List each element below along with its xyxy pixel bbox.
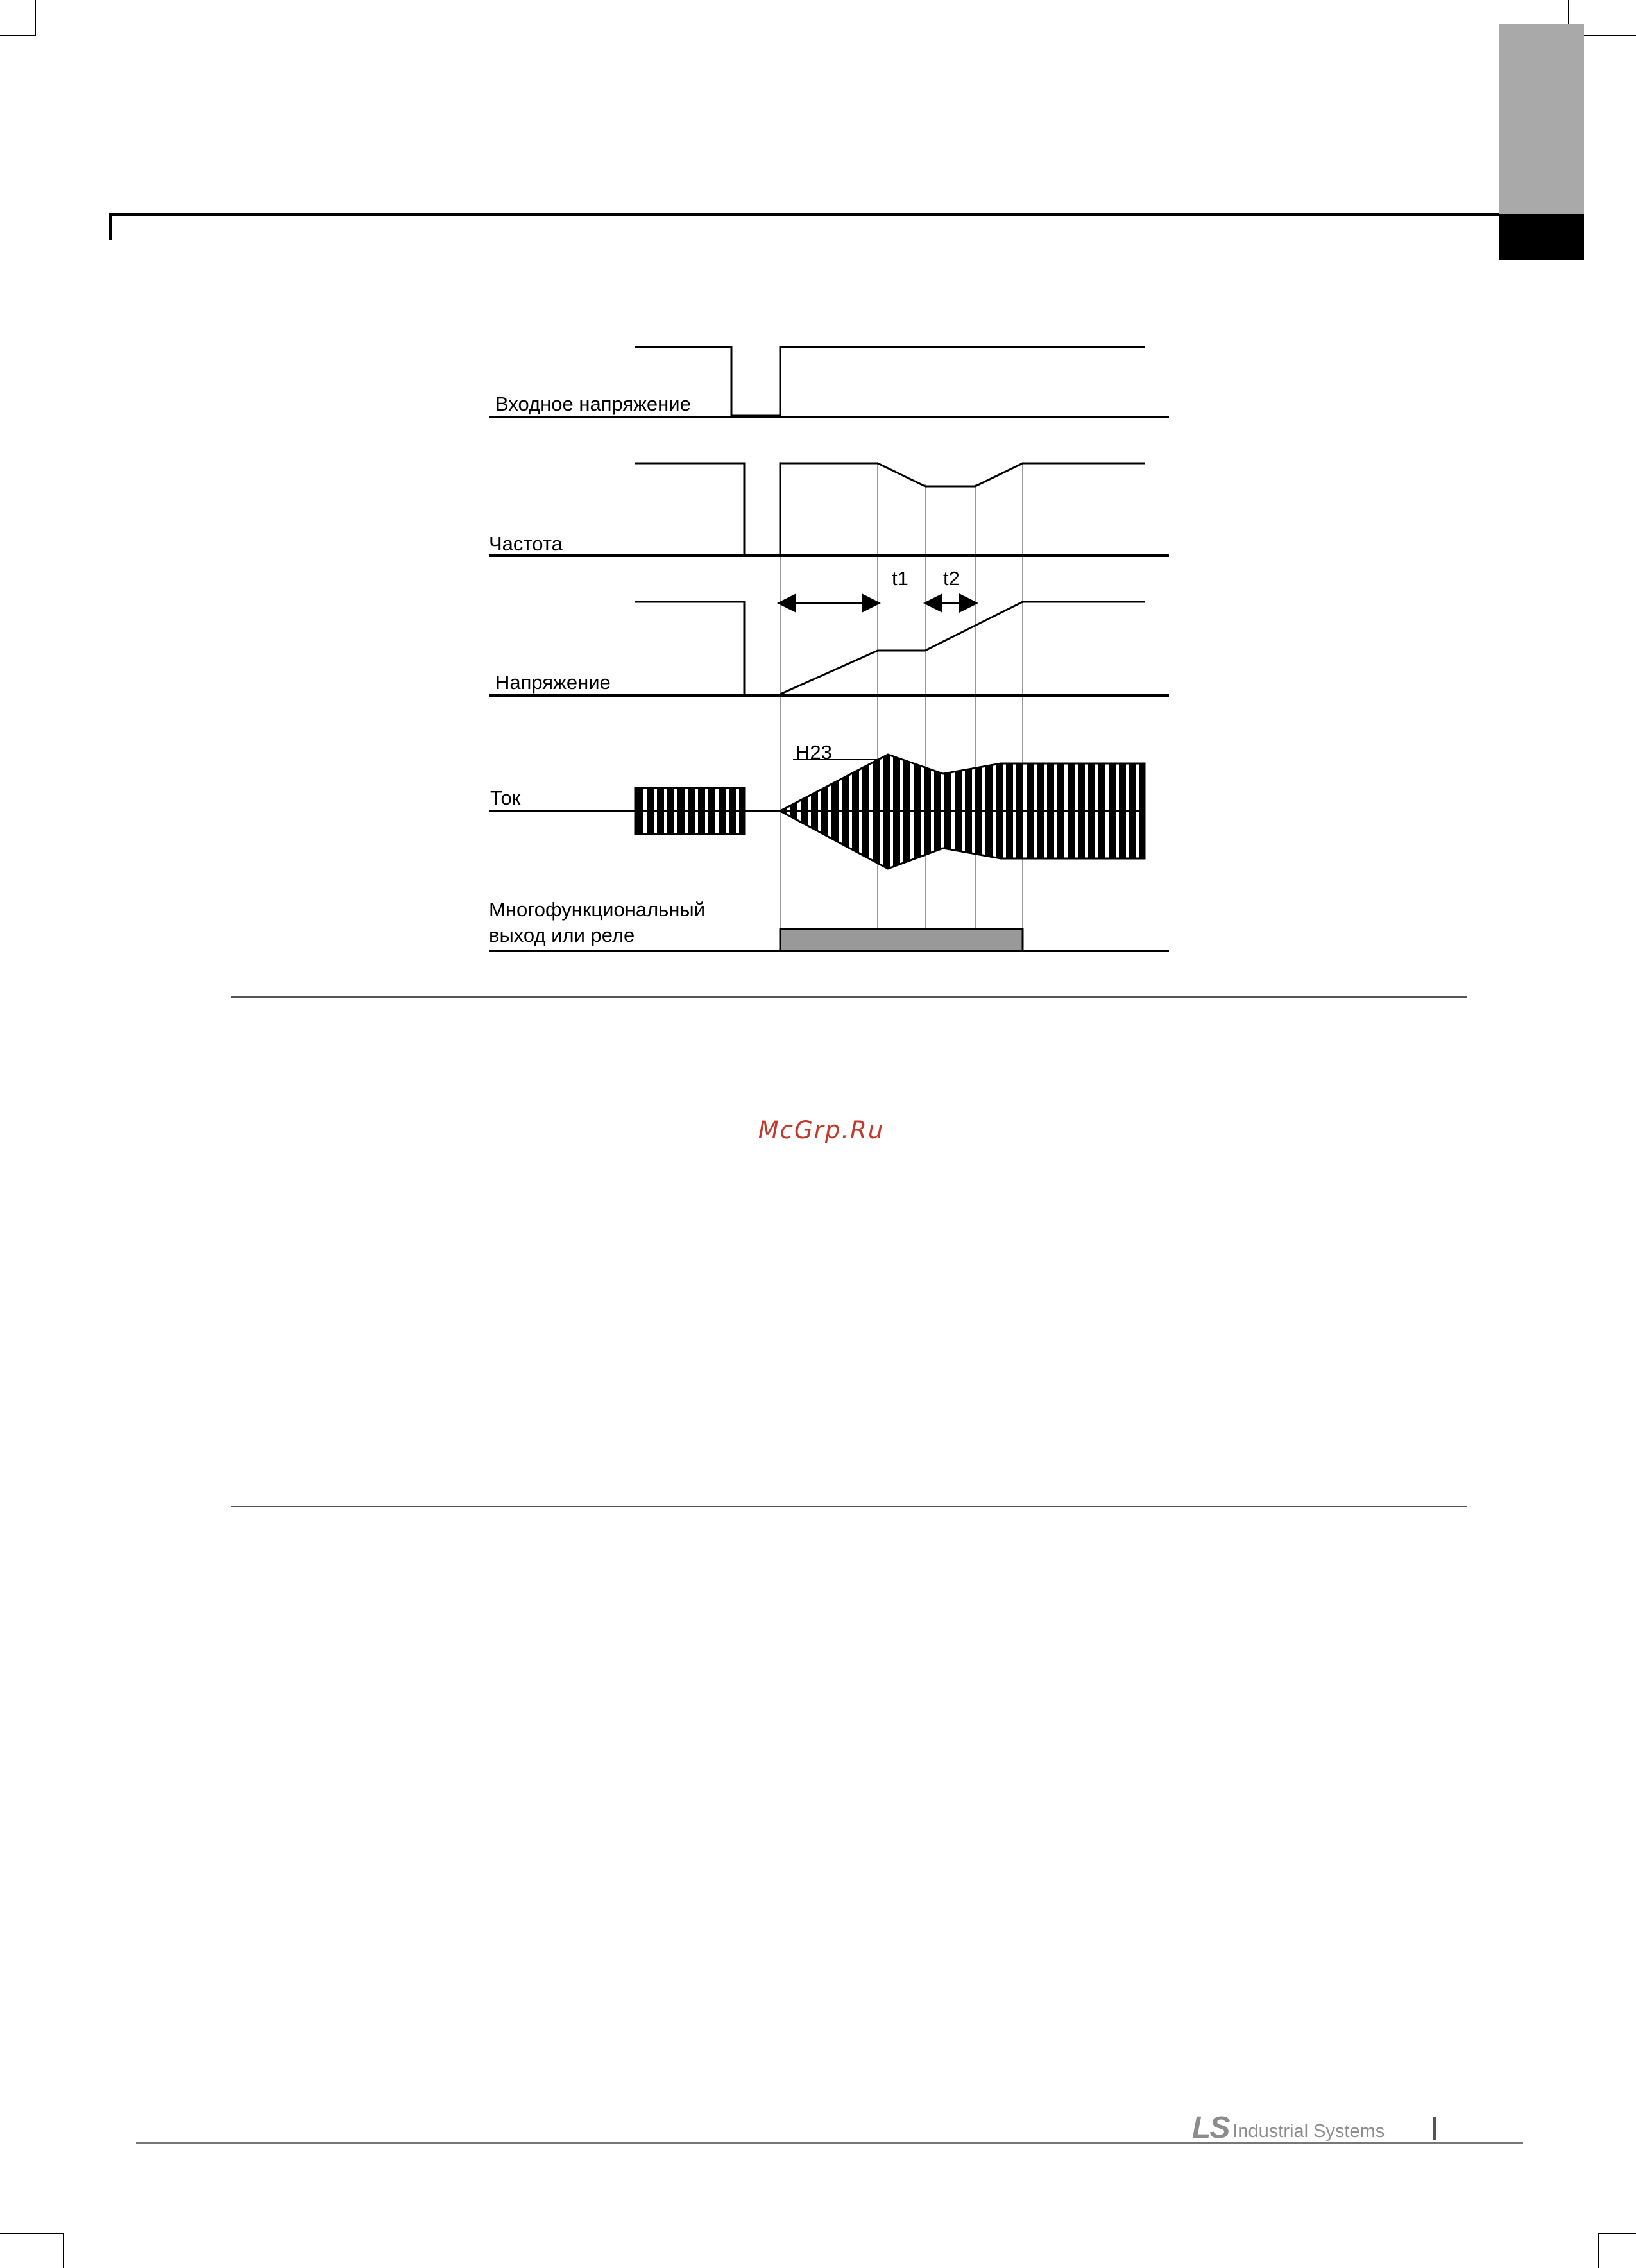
label-t2: t2 xyxy=(943,567,960,590)
current-burst-before-drop xyxy=(635,788,744,834)
label-frequency: Частота xyxy=(489,533,563,555)
logo-mark: LS xyxy=(1192,2111,1229,2145)
watermark: McGrp.Ru xyxy=(758,1116,885,1144)
label-current: Ток xyxy=(490,787,521,809)
logo-text: Industrial Systems xyxy=(1232,2121,1385,2142)
section-separator-bottom xyxy=(231,1506,1467,1507)
crop-mark-bottom-right-h xyxy=(1598,2233,1636,2234)
label-h23: H23 xyxy=(796,741,832,763)
label-multi-output-line2: выход или реле xyxy=(489,924,635,946)
label-t1: t1 xyxy=(892,567,908,590)
timing-guide-lines xyxy=(780,462,1023,950)
crop-mark-bottom-left-v xyxy=(63,2233,64,2268)
section-separator-top xyxy=(231,996,1467,998)
frequency-trace xyxy=(489,463,1169,556)
current-envelope-ramp xyxy=(780,755,1145,869)
footer-divider xyxy=(1433,2117,1436,2140)
ls-logo xyxy=(1192,2111,1385,2143)
crop-mark-bottom-right-v xyxy=(1598,2233,1599,2268)
relay-active-bar xyxy=(780,929,1023,951)
label-multi-output-line1: Многофункциональный xyxy=(489,898,706,921)
crop-mark-bottom-left-h xyxy=(0,2233,64,2234)
label-input-voltage: Входное напряжение xyxy=(495,393,691,415)
label-voltage: Напряжение xyxy=(495,671,611,694)
timing-diagram xyxy=(0,0,1636,1001)
